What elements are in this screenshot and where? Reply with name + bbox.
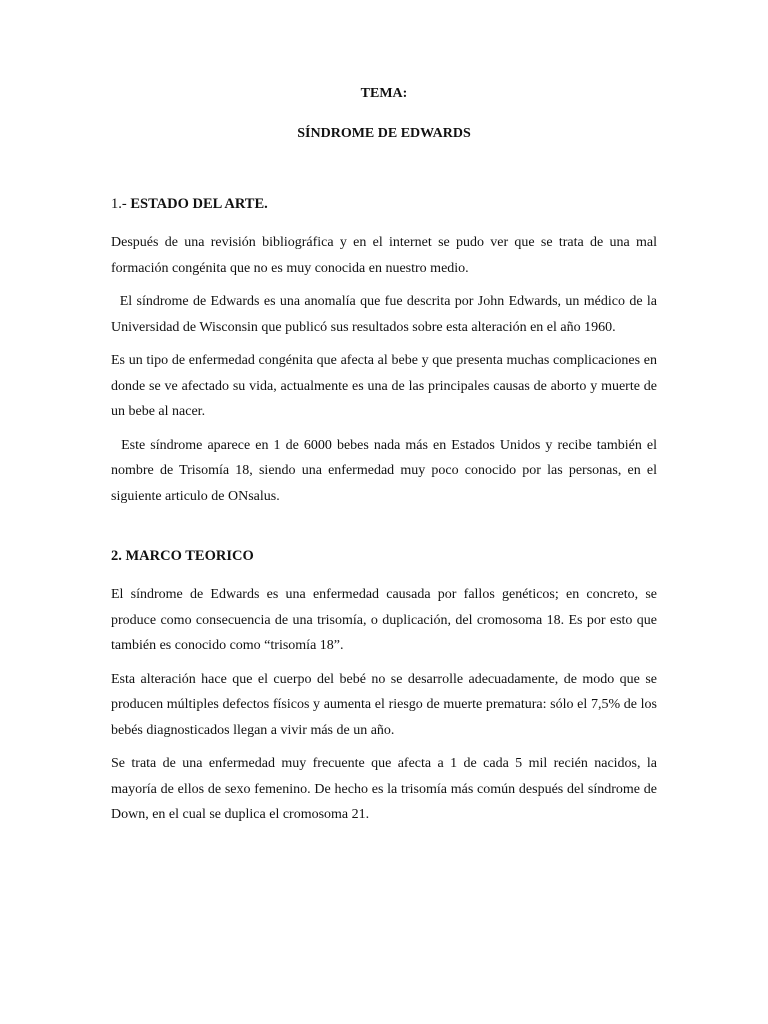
section-number: 1.-	[111, 196, 127, 212]
section-number: 2.	[111, 548, 122, 564]
section-title: MARCO TEORICO	[125, 548, 254, 564]
tema-label: TEMA:	[360, 86, 408, 101]
paragraph: Esta alteración hace que el cuerpo del bebé no se desarrolle adecuadamente, de modo que se producen múltiples defectos físicos y aumenta el riesgo de muerte prematura: sólo el 7,5% de los bebés diagnosticados llegan a vivir más de un año.	[111, 671, 657, 738]
document-title: SÍNDROME DE EDWARDS	[297, 126, 471, 141]
paragraph: Este síndrome aparece en 1 de 6000 bebes nada más en Estados Unidos y recibe también el nombre de Trisomía 18, siendo una enfermedad muy poco conocido por las personas, en el siguiente articulo de ONsalus.	[111, 437, 657, 504]
paragraph: Se trata de una enfermedad muy frecuente que afecta a 1 de cada 5 mil recién nacidos, la mayoría de ellos de sexo femenino. De hecho es la trisomía más común después del síndrome de Down, en el cual se duplica el cromosoma 21.	[111, 756, 657, 822]
paragraph: El síndrome de Edwards es una enfermedad causada por fallos genéticos; en concreto, se produce como consecuencia de una trisomía, o duplicación, del cromosoma 18. Es por esto que también es conocido como “trisomía 18”.	[111, 587, 657, 653]
section-title: ESTADO DEL ARTE.	[130, 196, 268, 212]
paragraph: El síndrome de Edwards es una anomalía que fue descrita por John Edwards, un médico de la Universidad de Wisconsin que publicó sus resultados sobre esta alteración en el año 1960.	[111, 294, 657, 335]
section-heading	[111, 194, 657, 214]
section-estado-del-arte	[111, 194, 657, 509]
paragraph: Después de una revisión bibliográfica y en el internet se pudo ver que se trata de una mal formación congénita que no es muy conocida en nuestro medio.	[111, 235, 657, 276]
paragraph: Es un tipo de enfermedad congénita que afecta al bebe y que presenta muchas complicaciones en donde se ve afectado su vida, actualmente es una de las principales causas de aborto y muerte de un bebe al nacer.	[111, 353, 657, 419]
section-heading	[111, 546, 657, 566]
section-marco-teorico	[111, 546, 657, 828]
